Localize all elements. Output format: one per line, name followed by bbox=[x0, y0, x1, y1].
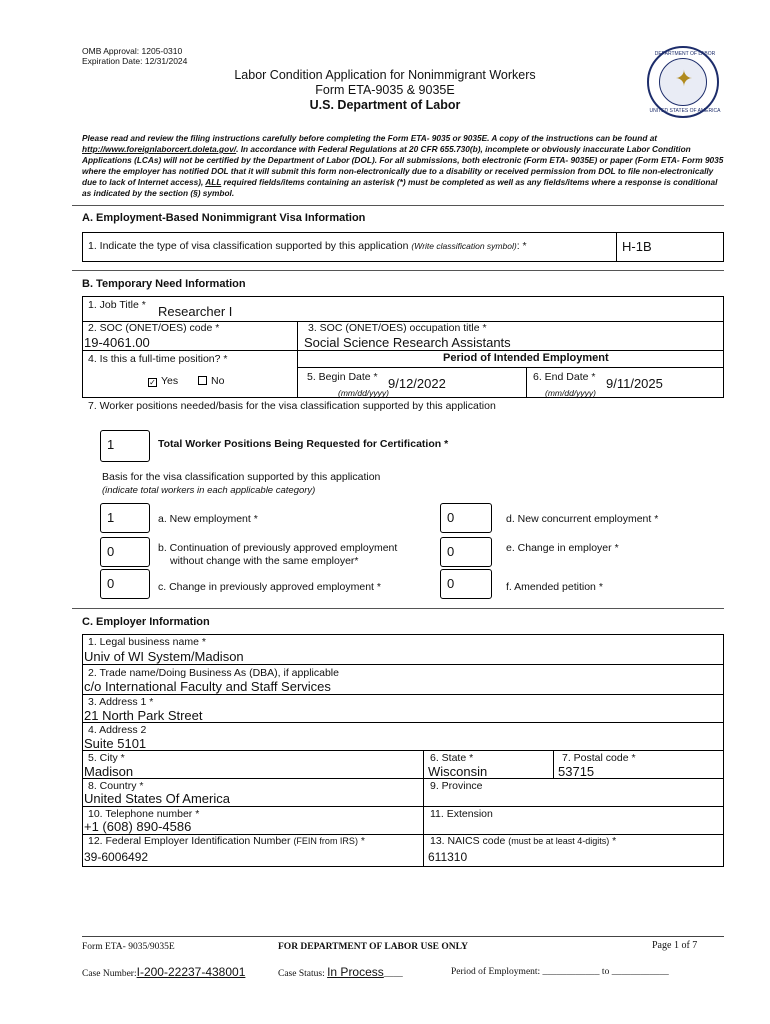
begin-date-label: 5. Begin Date * bbox=[307, 371, 378, 383]
concurrent-field[interactable]: 0 bbox=[440, 503, 492, 533]
change-previous-label: c. Change in previously approved employment * bbox=[158, 581, 381, 593]
case-status-blank: ____ bbox=[383, 969, 403, 979]
footer-divider bbox=[82, 936, 724, 937]
no-checkbox[interactable] bbox=[198, 376, 207, 385]
soc-code-label: 2. SOC (ONET/OES) code * bbox=[88, 322, 220, 334]
state-label: 6. State * bbox=[430, 752, 474, 764]
yes-label: Yes bbox=[161, 375, 179, 387]
no-label: No bbox=[211, 375, 225, 387]
form-title: Labor Condition Application for Nonimmigrant Workers bbox=[234, 68, 536, 82]
seal-bottom-text: UNITED STATES OF AMERICA bbox=[649, 108, 721, 114]
case-number-label: Case Number: bbox=[82, 969, 137, 979]
section-b-divider bbox=[72, 270, 724, 271]
new-employment-label: a. New employment * bbox=[158, 513, 258, 525]
city-value: Madison bbox=[84, 764, 134, 779]
begin-date-format: (mm/dd/yyyy) bbox=[338, 388, 389, 398]
section-a-title: A. Employment-Based Nonimmigrant Visa Information bbox=[82, 212, 366, 224]
page-number: Page 1 of 7 bbox=[652, 940, 698, 951]
case-status bbox=[278, 965, 403, 979]
telephone-label: 10. Telephone number * bbox=[88, 808, 200, 820]
country-label: 8. Country * bbox=[88, 780, 144, 792]
fulltime-label: 4. Is this a full-time position? * bbox=[88, 353, 228, 365]
form-number: Form ETA-9035 & 9035E bbox=[315, 83, 455, 97]
naics-label: 13. NAICS code (must be at least 4-digits) * bbox=[430, 835, 617, 847]
visa-class-value: H-1B bbox=[622, 239, 652, 254]
total-positions-field[interactable]: 1 bbox=[100, 430, 150, 462]
soc-title-value: Social Science Research Assistants bbox=[304, 335, 511, 350]
legal-name-value: Univ of WI System/Madison bbox=[84, 649, 244, 664]
fein-label: 12. Federal Employer Identification Number (FEIN from IRS) * bbox=[88, 835, 365, 847]
job-title-value: Researcher I bbox=[158, 304, 233, 319]
section-b-title: B. Temporary Need Information bbox=[82, 278, 246, 290]
fulltime-yes-option[interactable] bbox=[148, 375, 178, 387]
postal-code-label: 7. Postal code * bbox=[562, 752, 636, 764]
basis-label: Basis for the visa classification supported by this application bbox=[102, 471, 381, 483]
case-status-label: Case Status: bbox=[278, 969, 325, 979]
instructions bbox=[82, 133, 724, 199]
concurrent-label: d. New concurrent employment * bbox=[506, 513, 659, 525]
expiration-date: Expiration Date: 12/31/2024 bbox=[82, 56, 188, 66]
province-label: 9. Province bbox=[430, 780, 483, 792]
city-label: 5. City * bbox=[88, 752, 125, 764]
legal-name-label: 1. Legal business name * bbox=[88, 636, 206, 648]
section-c-title: C. Employer Information bbox=[82, 616, 210, 628]
soc-title-label: 3. SOC (ONET/OES) occupation title * bbox=[308, 322, 487, 334]
country-value: United States Of America bbox=[84, 791, 230, 806]
address2-label: 4. Address 2 bbox=[88, 724, 147, 736]
instructions-part1: Please read and review the filing instructions carefully before completing the Form ETA- 9035 or 9035E. A copy of the instructions can be found at bbox=[82, 133, 658, 143]
visa-class-label: 1. Indicate the type of visa classification supported by this application (Write classification symbol): * bbox=[88, 240, 527, 252]
fein-value: 39-6006492 bbox=[84, 850, 149, 864]
change-previous-field[interactable]: 0 bbox=[100, 569, 150, 599]
postal-code-value: 53715 bbox=[558, 764, 595, 779]
dol-use-only: FOR DEPARTMENT OF LABOR USE ONLY bbox=[278, 942, 468, 952]
case-status-value: In Process bbox=[327, 965, 384, 979]
address2-value: Suite 5101 bbox=[84, 736, 147, 751]
change-employer-field[interactable]: 0 bbox=[440, 537, 492, 567]
change-employer-label: e. Change in employer * bbox=[506, 542, 619, 554]
instructions-part3: required fields/items containing an asterisk (*) must be completed as well as any fields/items where a response is conditional as indicated by the section (§) symbol. bbox=[82, 177, 718, 198]
state-value: Wisconsin bbox=[428, 764, 488, 779]
amended-petition-label: f. Amended petition * bbox=[506, 581, 603, 593]
instructions-part2: . In accordance with Federal Regulations at 20 CFR 655.730(b), incomplete or obviously inaccurate Labor Condition Applications (LCAs) will not be certified by the Department of Labor (DOL). For all submissions, both electronic (Form ETA- 9035E) or paper (Form ETA- Form 9035 where the employer has notified DOL that it will submit this form non-electronically due to a disability or received permission from DOL to file non-electronically due to lack of Internet access), bbox=[82, 144, 724, 187]
end-date-format: (mm/dd/yyyy) bbox=[545, 388, 596, 398]
dol-seal bbox=[647, 46, 719, 118]
telephone-value: +1 (608) 890-4586 bbox=[84, 819, 192, 834]
city-field[interactable] bbox=[82, 750, 424, 779]
period-header: Period of Intended Employment bbox=[443, 352, 609, 364]
continuation-field[interactable]: 0 bbox=[100, 537, 150, 567]
total-positions-label: Total Worker Positions Being Requested for Certification * bbox=[158, 438, 449, 450]
address1-label: 3. Address 1 * bbox=[88, 696, 154, 708]
eagle-icon: ✦ bbox=[674, 66, 694, 91]
instructions-link[interactable]: http://www.foreignlaborcert.doleta.gov/ bbox=[82, 144, 237, 154]
new-employment-field[interactable]: 1 bbox=[100, 503, 150, 533]
seal-top-text: DEPARTMENT OF LABOR bbox=[654, 51, 716, 57]
omb-info bbox=[82, 46, 187, 66]
period-of-employment: Period of Employment: ____________ to ____________ bbox=[451, 967, 669, 977]
section-a-divider bbox=[72, 205, 724, 206]
case-number bbox=[82, 965, 245, 979]
fulltime-no-option[interactable] bbox=[198, 375, 224, 387]
dba-label: 2. Trade name/Doing Business As (DBA), if applicable bbox=[88, 667, 339, 679]
positions-label: 7. Worker positions needed/basis for the visa classification supported by this application bbox=[88, 400, 496, 412]
naics-value: 611310 bbox=[428, 850, 468, 864]
continuation-label-1: b. Continuation of previously approved employment bbox=[158, 542, 398, 554]
instructions-all: ALL bbox=[205, 177, 222, 187]
amended-petition-field[interactable]: 0 bbox=[440, 569, 492, 599]
form-id: Form ETA- 9035/9035E bbox=[82, 942, 175, 952]
address1-value: 21 North Park Street bbox=[84, 708, 203, 723]
end-date-label: 6. End Date * bbox=[533, 371, 596, 383]
section-c-divider bbox=[72, 608, 724, 609]
case-number-value: I-200-22237-438001 bbox=[136, 965, 246, 979]
soc-code-value: 19-4061.00 bbox=[84, 335, 150, 350]
yes-checkbox[interactable]: ✓ bbox=[149, 378, 156, 387]
begin-date-value: 9/12/2022 bbox=[388, 376, 446, 391]
continuation-label-2: without change with the same employer* bbox=[170, 555, 359, 567]
basis-hint: (indicate total workers in each applicable category) bbox=[102, 485, 316, 496]
dba-value: c/o International Faculty and Staff Services bbox=[84, 679, 331, 694]
department-name: U.S. Department of Labor bbox=[309, 98, 461, 112]
extension-label: 11. Extension bbox=[430, 808, 493, 820]
omb-approval: OMB Approval: 1205-0310 bbox=[82, 46, 183, 56]
address2-field[interactable] bbox=[82, 722, 724, 751]
end-date-value: 9/11/2025 bbox=[606, 376, 663, 391]
job-title-label: 1. Job Title * bbox=[88, 299, 146, 311]
